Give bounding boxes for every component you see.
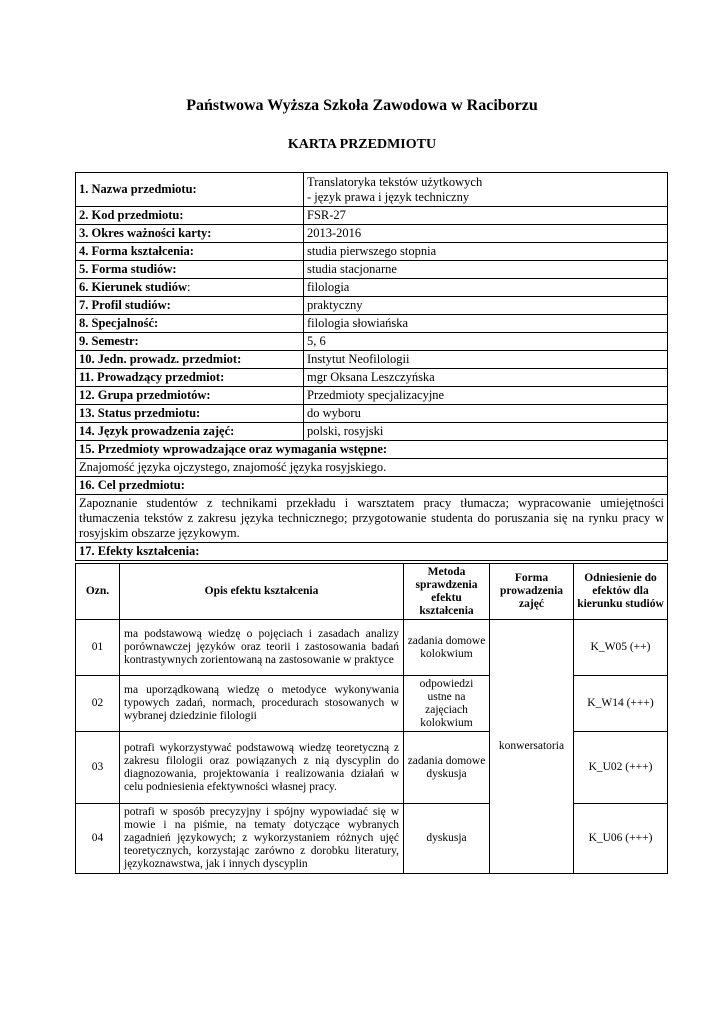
field-value: polski, rosyjski (304, 423, 668, 441)
field-row-name (76, 173, 668, 207)
outcome-form: konwersatoria (490, 620, 574, 874)
field-row-lecturer (76, 369, 668, 387)
section16-heading: 16. Cel przedmiotu: (76, 477, 668, 495)
field-value: FSR-27 (304, 207, 668, 225)
field-label-bold: 6. Kierunek studiów (79, 280, 188, 294)
field-row-status (76, 405, 668, 423)
learning-outcomes-table (75, 563, 668, 874)
field-label: 8. Specjalność: (76, 315, 304, 333)
col-header-metoda: Metoda sprawdzenia efektu kształcenia (404, 564, 490, 620)
course-info-table (75, 172, 668, 561)
field-value-line: Translatoryka tekstów użytkowych (307, 174, 483, 189)
outcome-description: potrafi w sposób precyzyjny i spójny wypowiadać się w mowie i na piśmie, na tematy dotyczące wybranych zagadnień językowych; z wykorzystaniem różnych ujęć teoretycznych, korzystając zarówno z dorobku literatury, językoznawstwa, jak i innych dyscyplin (120, 804, 404, 874)
col-header-ozn: Ozn. (76, 564, 120, 620)
field-value (304, 173, 668, 207)
outcome-description: potrafi wykorzystywać podstawową wiedzę teoretyczną z zakresu filologii oraz powiązanych z nią dyscyplin do diagnozowania, projektowania i realizowania działań w celu podniesienia efektywności własnej pracy. (120, 732, 404, 804)
field-label: 11. Prowadzący przedmiot: (76, 369, 304, 387)
outcome-code: 04 (76, 804, 120, 874)
outcome-method: zadania domowe dyskusja (404, 732, 490, 804)
field-value: praktyczny (304, 297, 668, 315)
outcome-reference: K_U06 (+++) (574, 804, 668, 874)
field-label: 1. Nazwa przedmiotu: (76, 173, 304, 207)
field-value: mgr Oksana Leszczyńska (304, 369, 668, 387)
section15-text-row (76, 459, 668, 477)
outcome-method: odpowiedzi ustne na zajęciach kolokwium (404, 676, 490, 732)
field-label: 10. Jedn. prowadz. przedmiot: (76, 351, 304, 369)
field-row-study-form (76, 261, 668, 279)
outcome-reference: K_W05 (++) (574, 620, 668, 676)
field-label: 9. Semestr: (76, 333, 304, 351)
field-label: 13. Status przedmiotu: (76, 405, 304, 423)
field-label: 14. Język prowadzenia zajęć: (76, 423, 304, 441)
field-value-line: - język prawa i język techniczny (307, 189, 470, 204)
document-title: KARTA PRZEDMIOTU (287, 137, 437, 152)
field-row-specialty (76, 315, 668, 333)
field-value: 2013-2016 (304, 225, 668, 243)
section15-heading: 15. Przedmioty wprowadzające oraz wymagania wstępne: (76, 441, 668, 459)
field-label (76, 279, 304, 297)
institution-title: Państwowa Wyższa Szkoła Zawodowa w Raciborzu (186, 97, 538, 114)
outcome-code: 03 (76, 732, 120, 804)
outcome-reference: K_W14 (+++) (574, 676, 668, 732)
field-value: 5, 6 (304, 333, 668, 351)
outcome-code: 02 (76, 676, 120, 732)
field-row-language (76, 423, 668, 441)
field-row-validity (76, 225, 668, 243)
field-label: 5. Forma studiów: (76, 261, 304, 279)
field-label: 3. Okres ważności karty: (76, 225, 304, 243)
section17-heading-row (76, 543, 668, 561)
field-row-code (76, 207, 668, 225)
section16-text: Zapoznanie studentów z technikami przekładu i warsztatem pracy tłumacza; wypracowanie umiejętności tłumaczenia tekstów z zakresu języka technicznego; przygotowanie studenta do poruszania się na rynku pracy w rosyjskim obszarze językowym. (76, 495, 668, 543)
section16-heading-row (76, 477, 668, 495)
field-row-education-form (76, 243, 668, 261)
section17-heading: 17. Efekty kształcenia: (76, 543, 668, 561)
field-label: 2. Kod przedmiotu: (76, 207, 304, 225)
outcome-row (76, 620, 668, 676)
outcome-description: ma uporządkowaną wiedzę o metodyce wykonywania typowych zadań, normach, procedurach stosowanych w wybranej dziedzinie filologii (120, 676, 404, 732)
outcome-row (76, 676, 668, 732)
field-value: studia stacjonarne (304, 261, 668, 279)
outcome-row (76, 732, 668, 804)
section15-heading-row (76, 441, 668, 459)
outcome-description: ma podstawową wiedzę o pojęciach i zasadach analizy porównawczej języków oraz teorii i zastosowania badań kontrastywnych zorientowaną na zastosowanie w praktyce (120, 620, 404, 676)
field-value: filologia (304, 279, 668, 297)
field-row-semester (76, 333, 668, 351)
field-value: studia pierwszego stopnia (304, 243, 668, 261)
field-value: filologia słowiańska (304, 315, 668, 333)
col-header-odniesienie: Odniesienie do efektów dla kierunku studiów (574, 564, 668, 620)
field-value: do wyboru (304, 405, 668, 423)
outcome-reference: K_U02 (+++) (574, 732, 668, 804)
field-row-unit (76, 351, 668, 369)
outcome-method: dyskusja (404, 804, 490, 874)
col-header-opis: Opis efektu kształcenia (120, 564, 404, 620)
field-value: Przedmioty specjalizacyjne (304, 387, 668, 405)
col-header-forma: Forma prowadzenia zajęć (490, 564, 574, 620)
outcomes-header-row (76, 564, 668, 620)
section15-text: Znajomość języka ojczystego, znajomość języka rosyjskiego. (76, 459, 668, 477)
outcome-code: 01 (76, 620, 120, 676)
section16-text-row (76, 495, 668, 543)
field-label: 12. Grupa przedmiotów: (76, 387, 304, 405)
field-row-group (76, 387, 668, 405)
outcome-method: zadania domowe kolokwium (404, 620, 490, 676)
field-row-major (76, 279, 668, 297)
field-value: Instytut Neofilologii (304, 351, 668, 369)
field-label-colon: : (187, 280, 191, 294)
outcome-row (76, 804, 668, 874)
field-row-profile (76, 297, 668, 315)
field-label: 7. Profil studiów: (76, 297, 304, 315)
field-label: 4. Forma kształcenia: (76, 243, 304, 261)
